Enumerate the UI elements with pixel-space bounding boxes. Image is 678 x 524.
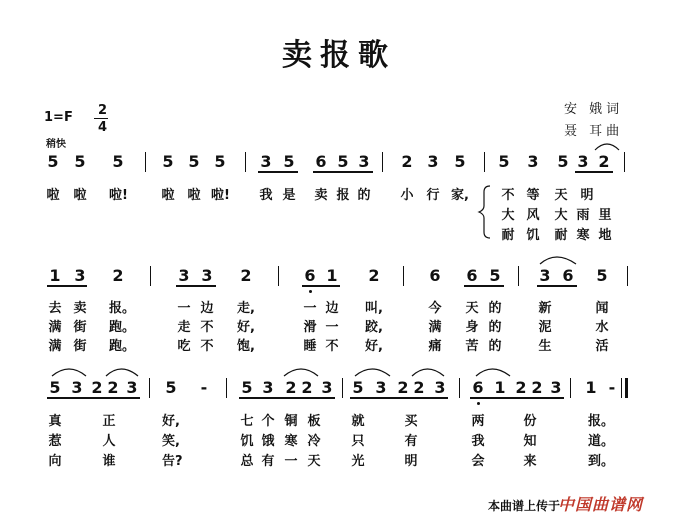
lyric: 个	[261, 414, 275, 429]
note: 1	[326, 266, 338, 285]
lyric: 一	[177, 301, 191, 316]
note: 6	[472, 378, 484, 397]
note: 5	[596, 266, 608, 285]
time-signature-top: 2	[98, 103, 108, 118]
lyric: 生	[538, 339, 552, 354]
lyric: 啦!	[211, 188, 230, 203]
lyric: 七	[240, 414, 254, 429]
note: 5	[498, 152, 510, 171]
slur	[476, 369, 510, 376]
lyric: 到。	[588, 454, 615, 469]
lyric: 满	[428, 320, 442, 335]
lyric: 冷	[307, 434, 321, 449]
lyricist-credit: 安 娥词	[564, 102, 624, 117]
slur	[52, 369, 86, 376]
slur	[284, 369, 318, 376]
note: 5	[47, 152, 59, 171]
lyric: 道。	[588, 434, 615, 449]
note: -	[200, 378, 208, 397]
lyric: 饿	[261, 434, 275, 449]
lyric: 好,	[365, 339, 383, 354]
lyric: 苦	[465, 339, 479, 354]
lyric: 痛	[428, 339, 442, 354]
lyric: 满	[48, 339, 62, 354]
lyric: 滑	[303, 320, 317, 335]
note: 2	[301, 378, 313, 397]
lyric: 的	[357, 188, 371, 203]
lyric: 睡	[303, 339, 317, 354]
lyric: 地	[598, 228, 612, 243]
note: 2	[413, 378, 425, 397]
slur	[540, 257, 576, 264]
lyric: 会	[471, 454, 485, 469]
note: 2	[515, 378, 527, 397]
lyric: 光	[351, 454, 365, 469]
lyric: 行	[426, 188, 440, 203]
lyric: 家,	[451, 188, 469, 203]
note: 2	[368, 266, 380, 285]
note: 5	[489, 266, 501, 285]
lyric: 啦!	[109, 188, 128, 203]
note: 6	[304, 266, 316, 285]
note: 6	[315, 152, 327, 171]
lyric: 好,	[237, 320, 255, 335]
note: 3	[358, 152, 370, 171]
lyric: 去	[48, 301, 62, 316]
lyric: 大	[554, 208, 568, 223]
note: 3	[550, 378, 562, 397]
slur	[106, 369, 138, 376]
upload-note: 本曲谱上传于	[488, 499, 561, 513]
lyric: 跑。	[109, 320, 136, 335]
lyric: 总	[240, 454, 254, 469]
composer-credit: 聂 耳曲	[564, 124, 624, 139]
lyric: 耐	[554, 228, 568, 243]
note: 5	[283, 152, 295, 171]
note: 3	[74, 266, 86, 285]
slur	[355, 369, 390, 376]
lyric: 不	[325, 339, 339, 354]
lyric: 啦	[161, 188, 175, 203]
lyric: 不	[200, 320, 214, 335]
slur	[412, 369, 444, 376]
note: 2	[107, 378, 119, 397]
lyric: 跤,	[365, 320, 383, 335]
lyric: 小	[400, 188, 414, 203]
lyric: 笑,	[162, 434, 180, 449]
note: 5	[74, 152, 86, 171]
note: 2	[91, 378, 103, 397]
lyric: 我	[259, 188, 273, 203]
note: 3	[178, 266, 190, 285]
lyric: 寒	[284, 434, 298, 449]
lyric: 一	[303, 301, 317, 316]
note: 3	[375, 378, 387, 397]
lyric: 水	[595, 320, 609, 335]
note: 6	[466, 266, 478, 285]
lyric: 叫,	[365, 301, 383, 316]
site-logo	[558, 492, 668, 514]
lyric: 谁	[102, 454, 116, 469]
lyric: 真	[48, 414, 62, 429]
site-logo-text: 中国曲谱网	[558, 495, 644, 514]
lyric: 走,	[237, 301, 255, 316]
lyric: 里	[598, 208, 612, 223]
lyric: 饥	[526, 228, 540, 243]
lyric: 街	[73, 339, 87, 354]
note: 5	[557, 152, 569, 171]
note: 3	[71, 378, 83, 397]
lyric: 来	[523, 454, 537, 469]
lyric: 买	[404, 414, 418, 429]
note: 1	[494, 378, 506, 397]
note: 2	[112, 266, 124, 285]
lyric: 跑。	[109, 339, 136, 354]
lyric: 向	[48, 454, 62, 469]
note: 2	[397, 378, 409, 397]
lyric: 街	[73, 320, 87, 335]
lyric: 天	[307, 454, 321, 469]
lyric: 明	[580, 188, 594, 203]
note: 2	[401, 152, 413, 171]
lyric: 边	[325, 301, 339, 316]
note: 3	[262, 378, 274, 397]
lyric: 活	[595, 339, 609, 354]
note: 1	[49, 266, 61, 285]
lyric: 两	[471, 414, 485, 429]
lyric: 好,	[162, 414, 180, 429]
note: 6	[562, 266, 574, 285]
lyric: 饥	[240, 434, 254, 449]
tempo-marking: 稍快	[46, 139, 66, 150]
lyric: 边	[200, 301, 214, 316]
note: 5	[352, 378, 364, 397]
lyric: 等	[526, 188, 540, 203]
lyric: 身	[465, 320, 479, 335]
lyric: 板	[307, 414, 321, 429]
lyric: 只	[351, 434, 365, 449]
lyric: 泥	[538, 320, 552, 335]
note: 2	[240, 266, 252, 285]
lyric: 正	[102, 414, 116, 429]
note: 5	[112, 152, 124, 171]
lyric: 啦	[73, 188, 87, 203]
lyric: 满	[48, 320, 62, 335]
note: 3	[577, 152, 589, 171]
note: 6	[429, 266, 441, 285]
lyric: 啦	[187, 188, 201, 203]
note: 5	[188, 152, 200, 171]
note: 5	[337, 152, 349, 171]
slur	[595, 144, 619, 150]
lyric: 一	[284, 454, 298, 469]
lyric: 新	[538, 301, 552, 316]
note: 5	[162, 152, 174, 171]
lyric: 不	[200, 339, 214, 354]
note: -	[608, 378, 616, 397]
lyric: 的	[488, 301, 502, 316]
note: 3	[539, 266, 551, 285]
note: 1	[585, 378, 597, 397]
lyric: 人	[102, 434, 116, 449]
lyric: 铜	[284, 414, 298, 429]
lyric: 闻	[595, 301, 609, 316]
lyric: 有	[404, 434, 418, 449]
lyric: 耐	[501, 228, 515, 243]
time-signature-bottom: 4	[98, 120, 108, 135]
lyric: 报。	[109, 301, 136, 316]
lyric: 风	[526, 208, 540, 223]
lyric: 的	[488, 339, 502, 354]
note: 3	[427, 152, 439, 171]
song-title: 卖报歌	[282, 38, 396, 73]
note: 3	[126, 378, 138, 397]
note: 5	[49, 378, 61, 397]
lyric: 就	[351, 414, 365, 429]
lyric: 饱,	[237, 339, 255, 354]
lyric: 走	[177, 320, 191, 335]
lyric: 我	[471, 434, 485, 449]
lyric: 大	[501, 208, 515, 223]
key-signature: 1=F	[44, 110, 73, 125]
lyric: 的	[488, 320, 502, 335]
lyric: 有	[261, 454, 275, 469]
lyric: 卖	[314, 188, 328, 203]
lyric: 明	[404, 454, 418, 469]
note: 5	[165, 378, 177, 397]
lyric: 报	[336, 188, 350, 203]
lyric: 份	[523, 414, 537, 429]
lyric: 雨	[576, 208, 590, 223]
lyric: 告?	[162, 454, 183, 469]
lyric: 今	[428, 301, 442, 316]
note: 2	[531, 378, 543, 397]
lyric: 知	[523, 434, 537, 449]
note: 3	[321, 378, 333, 397]
note: 5	[454, 152, 466, 171]
note: 3	[434, 378, 446, 397]
lyric: 吃	[177, 339, 191, 354]
note: 5	[241, 378, 253, 397]
lyric-brace	[479, 186, 490, 238]
lyric: 一	[325, 320, 339, 335]
lyric: 不	[501, 188, 515, 203]
note: 3	[201, 266, 213, 285]
lyric: 卖	[73, 301, 87, 316]
lyric: 天	[554, 188, 568, 203]
note: 2	[598, 152, 610, 171]
lyric: 是	[282, 188, 296, 203]
lyric: 天	[465, 301, 479, 316]
note: 2	[285, 378, 297, 397]
lyric: 报。	[588, 414, 615, 429]
lyric: 惹	[48, 434, 62, 449]
lyric: 寒	[576, 228, 590, 243]
note: 5	[214, 152, 226, 171]
lyric: 啦	[46, 188, 60, 203]
note: 3	[527, 152, 539, 171]
note: 3	[260, 152, 272, 171]
